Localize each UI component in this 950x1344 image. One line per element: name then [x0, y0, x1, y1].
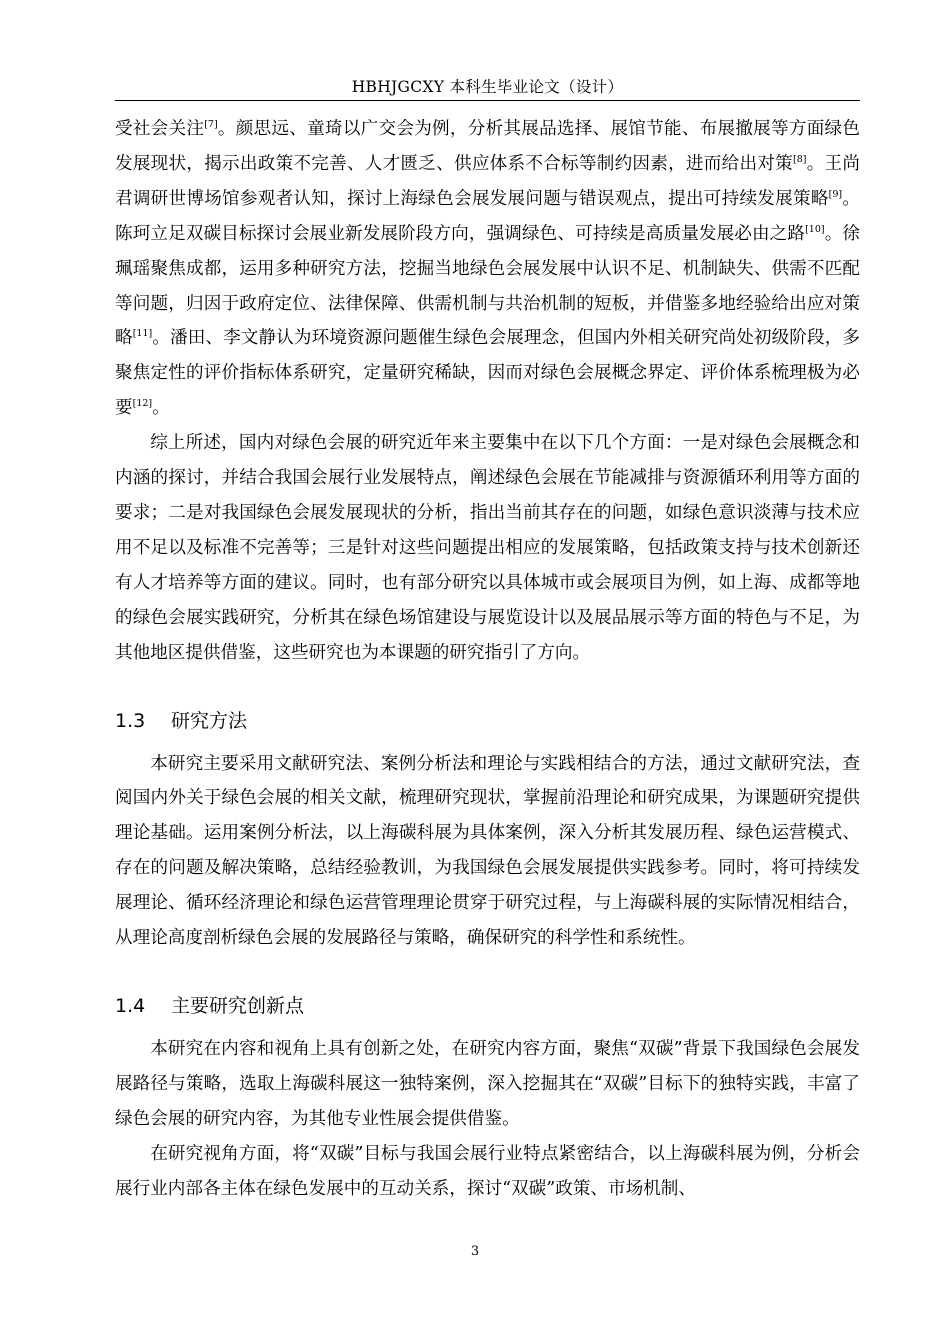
section-heading-1-4 [115, 992, 860, 1020]
section-number: 1.3 [115, 709, 146, 732]
paragraph-innovation-content: 本研究在内容和视角上具有创新之处，在研究内容方面，聚焦“双碳”背景下我国绿色会展发展路径与策略，选取上海碳科展这一独特案例，深入挖掘其在“双碳”目标下的独特实践，丰富了绿色会展的研究内容，为其他专业性展会提供借鉴。 [115, 1038, 860, 1129]
citation-8: [8] [792, 153, 807, 165]
section-heading-1-3 [115, 707, 860, 735]
section-title: 研究方法 [171, 709, 248, 732]
section-number: 1.4 [115, 994, 146, 1017]
section-title: 主要研究创新点 [171, 994, 305, 1017]
paragraph-innovation-perspective: 在研究视角方面，将“双碳”目标与我国会展行业特点紧密结合，以上海碳科展为例，分析会展行业内部各主体在绿色发展中的互动关系，探讨“双碳”政策、市场机制、 [115, 1143, 860, 1199]
citation-7: [7] [204, 119, 218, 130]
citation-10: [10] [805, 223, 825, 235]
header-rule [115, 100, 860, 101]
paragraph-continued: 受社会关注[7]。颜思远、童琦以广交会为例，分析其展品选择、展馆节能、布展撤展等方面绿色发展现状，揭示出政策不完善、人才匮乏、供应体系不合标等制约因素，进而给出对策[8]。王尚君调研世博场馆参观者认知，探讨上海绿色会展发展问题与错误观点，提出可持续发展策略[9]。陈珂立足双碳目标探讨会展业新发展阶段方向，强调绿色、可持续是高质量发展必由之路[10]。徐珮瑶聚焦成都，运用多种研究方法，挖掘当地绿色会展发展中认识不足、机制缺失、供需不匹配等问题，归因于政府定位、法律保障、供需机制与共治机制的短板，并借鉴多地经验给出应对策略[11]。潘田、李文静认为环境资源问题催生绿色会展理念，但国内外相关研究尚处初级阶段，多聚焦定性的评价指标体系研究，定量研究稀缺，因而对绿色会展概念界定、评价体系梳理极为必要[12]。 [115, 119, 860, 419]
paragraph-methods: 本研究主要采用文献研究法、案例分析法和理论与实践相结合的方法，通过文献研究法，查阅国内外关于绿色会展的相关文献，梳理研究现状，掌握前沿理论和研究成果，为课题研究提供理论基础。运用案例分析法，以上海碳科展为具体案例，深入分析其发展历程、绿色运营模式、存在的问题及解决策略，总结经验教训，为我国绿色会展发展提供实践参考。同时，将可持续发展理论、循环经济理论和绿色运营管理理论贯穿于研究过程，与上海碳科展的实际情况相结合，从理论高度剖析绿色会展的发展路径与策略，确保研究的科学性和系统性。 [115, 753, 860, 949]
page-number: 3 [470, 1244, 480, 1259]
citation-11: [11] [132, 328, 153, 340]
running-header: HBHJGCXY 本科生毕业论文（设计） [351, 78, 624, 96]
citation-9: [9] [828, 188, 843, 200]
citation-12: [12] [132, 398, 153, 410]
page-body [115, 112, 860, 1206]
paragraph-summary: 综上所述，国内对绿色会展的研究近年来主要集中在以下几个方面：一是对绿色会展概念和内涵的探讨，并结合我国会展行业发展特点，阐述绿色会展在节能减排与资源循环利用等方面的要求；二是对我国绿色会展发展现状的分析，指出当前其存在的问题，如绿色意识淡薄与技术应用不足以及标准不完善等；三是针对这些问题提出相应的发展策略，包括政策支持与技术创新还有人才培养等方面的建议。同时，也有部分研究以具体城市或会展项目为例，如上海、成都等地的绿色会展实践研究，分析其在绿色场馆建设与展览设计以及展品展示等方面的特色与不足，为其他地区提供借鉴，这些研究也为本课题的研究指引了方向。 [115, 433, 860, 663]
